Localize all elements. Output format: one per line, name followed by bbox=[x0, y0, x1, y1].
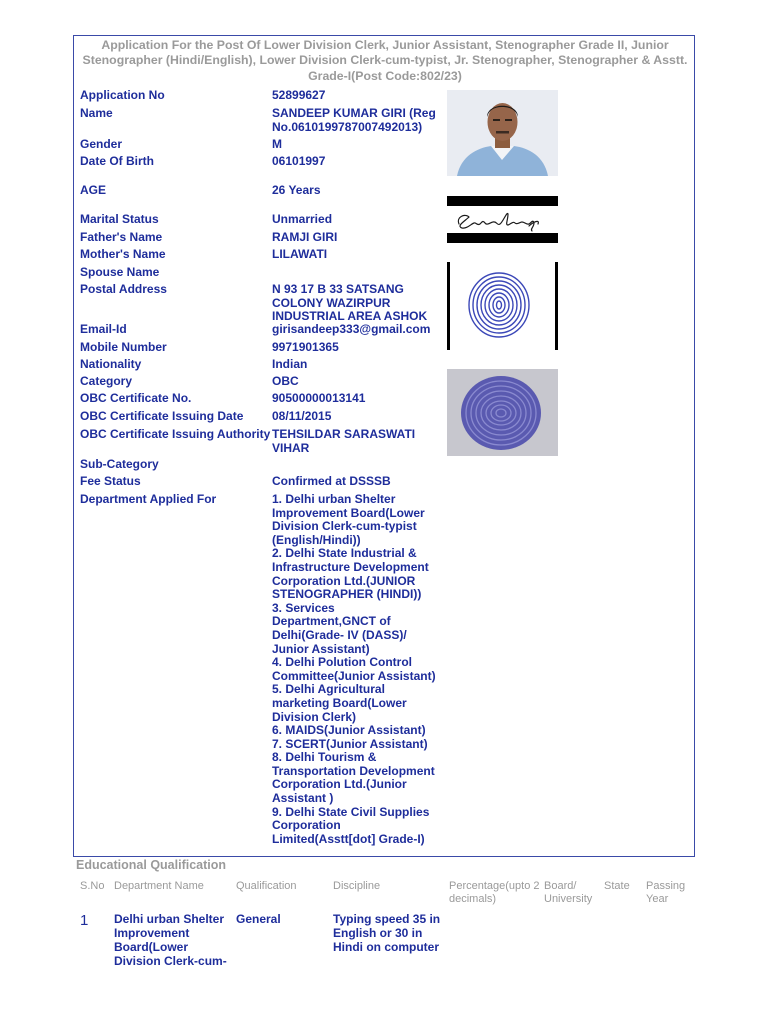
applicant-photo bbox=[447, 90, 558, 176]
spouse-name-label: Spouse Name bbox=[80, 265, 160, 279]
department-line: Corporation Ltd.(JUNIOR bbox=[272, 573, 416, 588]
application-no-value: 52899627 bbox=[272, 88, 326, 102]
department-line: STENOGRAPHER (HINDI)) bbox=[272, 587, 422, 602]
age-label: AGE bbox=[80, 183, 107, 197]
edu-row-department: Delhi urban Shelter Improvement Board(Lower Division Clerk-cum- bbox=[114, 912, 227, 968]
obc-cert-no-value: 90500000013141 bbox=[272, 391, 366, 405]
department-line: Transportation Development bbox=[272, 763, 435, 778]
signature-icon bbox=[447, 206, 558, 233]
right-thumb-impression bbox=[447, 369, 558, 456]
obc-authority-label: OBC Certificate Issuing Authority bbox=[80, 427, 271, 441]
father-name-value: RAMJI GIRI bbox=[272, 230, 338, 244]
category-value: OBC bbox=[272, 374, 299, 388]
department-line: Division Clerk) bbox=[272, 709, 357, 724]
department-line: 9. Delhi State Civil Supplies bbox=[272, 804, 430, 819]
left-thumb-impression bbox=[447, 262, 558, 350]
edu-header-passing-year: Passing Year bbox=[646, 880, 686, 905]
department-line: 6. MAIDS(Junior Assistant) bbox=[272, 723, 426, 738]
obc-issue-date-label: OBC Certificate Issuing Date bbox=[80, 409, 244, 423]
postal-address-label: Postal Address bbox=[80, 282, 167, 296]
mother-name-value: LILAWATI bbox=[272, 247, 328, 261]
edu-row-qualification: General bbox=[236, 912, 281, 926]
name-value: SANDEEP KUMAR GIRI (Reg No.0610199787007492013) bbox=[272, 106, 436, 134]
department-line: Infrastructure Development bbox=[272, 559, 429, 574]
department-line: Corporation Ltd.(Junior bbox=[272, 777, 407, 792]
fingerprint-icon bbox=[447, 369, 558, 456]
sub-category-label: Sub-Category bbox=[80, 457, 159, 471]
department-line: Junior Assistant) bbox=[272, 641, 370, 656]
department-line: Delhi(Grade- IV (DASS)/ bbox=[272, 627, 407, 642]
dob-value: 06101997 bbox=[272, 154, 326, 168]
age-value: 26 Years bbox=[272, 183, 321, 197]
department-line: Division Clerk-cum-typist bbox=[272, 519, 417, 534]
edu-header-discipline: Discipline bbox=[333, 880, 381, 892]
nationality-label: Nationality bbox=[80, 357, 142, 371]
edu-header-qualification: Qualification bbox=[236, 880, 297, 892]
department-line: 4. Delhi Polution Control bbox=[272, 655, 412, 670]
applicant-signature bbox=[447, 196, 558, 243]
department-line: 3. Services bbox=[272, 600, 335, 615]
department-line: Committee(Junior Assistant) bbox=[272, 668, 436, 683]
department-line: 2. Delhi State Industrial & bbox=[272, 546, 417, 561]
edu-header-board: Board/ University bbox=[544, 880, 593, 905]
mother-name-label: Mother's Name bbox=[80, 247, 166, 261]
obc-cert-no-label: OBC Certificate No. bbox=[80, 391, 192, 405]
father-name-label: Father's Name bbox=[80, 230, 163, 244]
department-line: 5. Delhi Agricultural bbox=[272, 682, 385, 697]
department-line: (English/Hindi)) bbox=[272, 532, 361, 547]
signature-bottom-bar bbox=[447, 233, 558, 243]
fee-status-label: Fee Status bbox=[80, 474, 141, 488]
email-value: girisandeep333@gmail.com bbox=[272, 322, 431, 336]
marital-status-label: Marital Status bbox=[80, 212, 159, 226]
department-line: 1. Delhi urban Shelter bbox=[272, 492, 396, 506]
edu-row-discipline: Typing speed 35 in English or 30 in Hindi on computer bbox=[333, 912, 441, 954]
edu-header-department: Department Name bbox=[114, 880, 204, 892]
obc-authority-value: TEHSILDAR SARASWATI VIHAR bbox=[272, 427, 416, 455]
gender-label: Gender bbox=[80, 137, 123, 151]
department-line: Assistant ) bbox=[272, 791, 334, 806]
email-label: Email-Id bbox=[80, 322, 127, 336]
application-title: Application For the Post Of Lower Division Clerk, Junior Assistant, Stenographer Grade II, Junior Stenographer (Hindi/English), Lower Division Clerk-cum-typist, Jr. Stenographer, Stenographer & Asstt. Grade-I(Post Code:802/23) bbox=[82, 38, 688, 83]
fingerprint-icon bbox=[447, 262, 558, 350]
department-line: Improvement Board(Lower bbox=[272, 505, 425, 520]
department-line: marketing Board(Lower bbox=[272, 695, 407, 710]
mobile-value: 9971901365 bbox=[272, 340, 339, 354]
edu-header-percentage: Percentage(upto 2 decimals) bbox=[449, 880, 540, 905]
department-value bbox=[272, 493, 452, 846]
category-label: Category bbox=[80, 374, 133, 388]
edu-row-sno: 1 bbox=[80, 912, 89, 929]
education-section-title: Educational Qualification bbox=[76, 858, 227, 872]
edu-header-state: State bbox=[604, 880, 630, 892]
edu-header-sno: S.No bbox=[80, 880, 105, 892]
mobile-label: Mobile Number bbox=[80, 340, 167, 354]
department-line: Limited(Asstt[dot] Grade-I) bbox=[272, 831, 425, 846]
department-label: Department Applied For bbox=[80, 492, 217, 506]
signature-top-bar bbox=[447, 196, 558, 206]
gender-value: M bbox=[272, 137, 282, 151]
person-photo-icon bbox=[447, 90, 558, 176]
application-no-label: Application No bbox=[80, 88, 165, 102]
marital-status-value: Unmarried bbox=[272, 212, 333, 226]
department-line: 8. Delhi Tourism & bbox=[272, 750, 377, 765]
obc-issue-date-value: 08/11/2015 bbox=[272, 409, 332, 423]
department-line: Department,GNCT of bbox=[272, 614, 391, 629]
department-line: Corporation bbox=[272, 818, 341, 833]
postal-address-value: N 93 17 B 33 SATSANG COLONY WAZIRPUR INDUSTRIAL AREA ASHOK bbox=[272, 282, 428, 324]
department-line: 7. SCERT(Junior Assistant) bbox=[272, 736, 428, 751]
nationality-value: Indian bbox=[272, 357, 308, 371]
name-label: Name bbox=[80, 106, 113, 120]
fee-status-value: Confirmed at DSSSB bbox=[272, 474, 391, 488]
dob-label: Date Of Birth bbox=[80, 154, 155, 168]
